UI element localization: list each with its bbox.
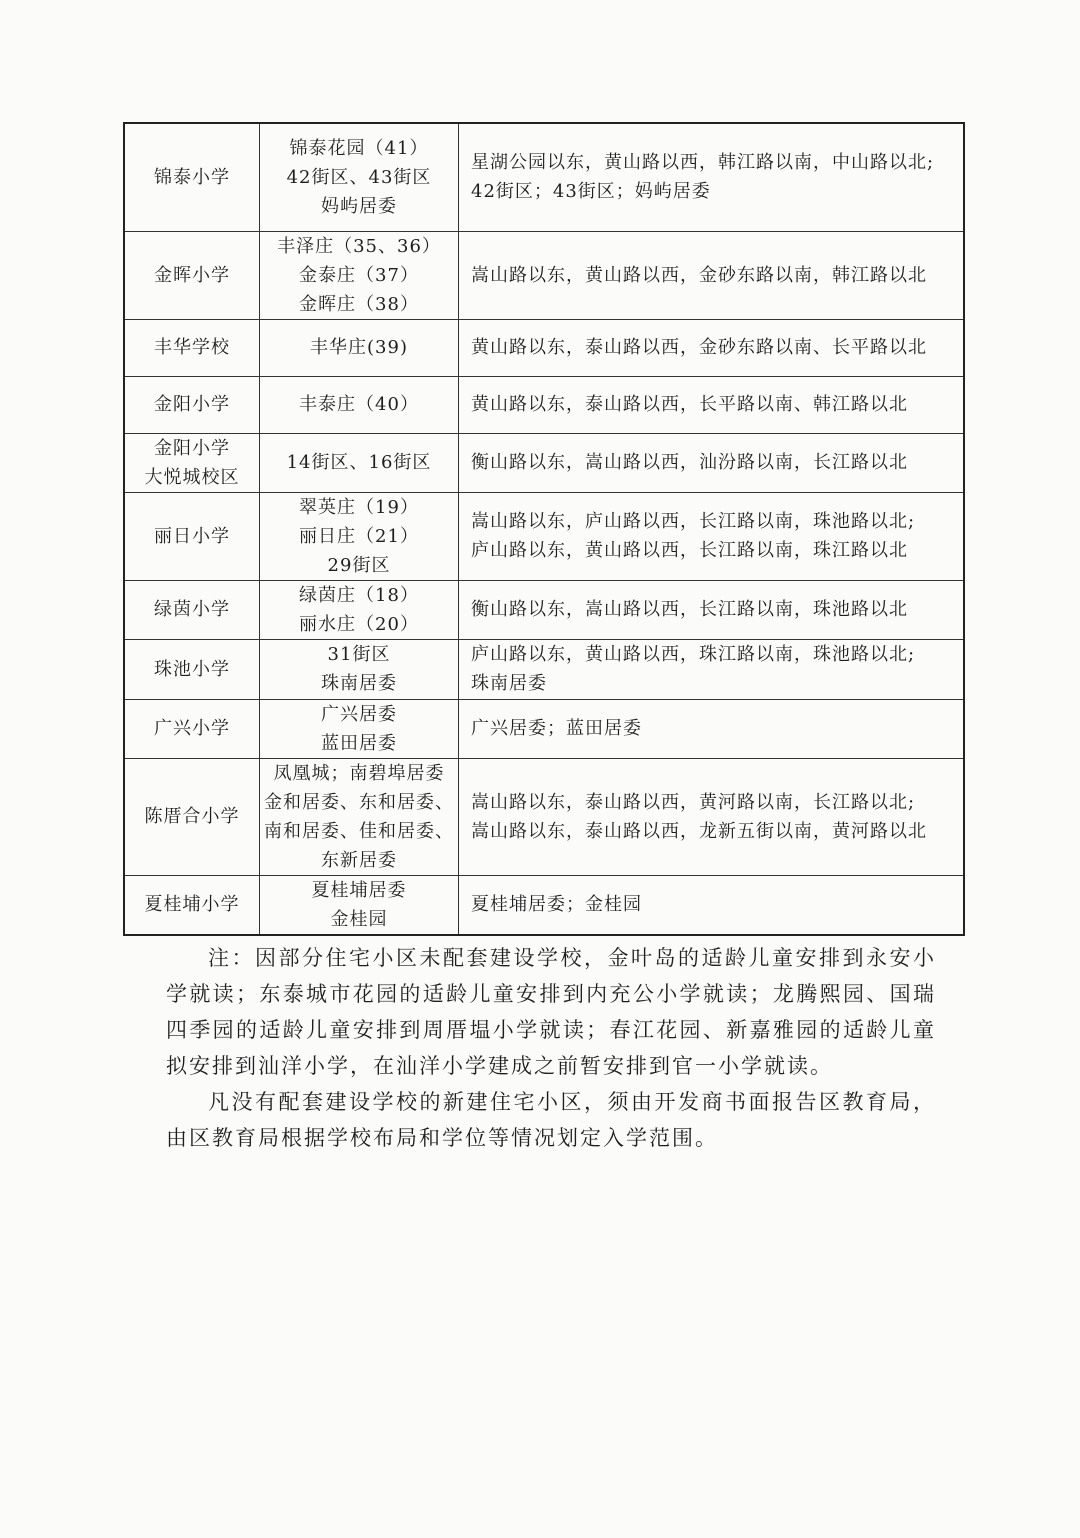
enrollment-range-cell — [459, 319, 965, 376]
community-cell — [260, 492, 459, 580]
cell-line: 珠池小学 — [154, 658, 230, 680]
enrollment-range-cell — [459, 580, 965, 639]
cell-line: 金晖小学 — [154, 264, 230, 286]
cell-line: 庐山路以东，黄山路以西，长江路以南，珠江路以北 — [471, 540, 908, 561]
cell-line: 黄山路以东，泰山路以西，金砂东路以南、长平路以北 — [471, 337, 927, 358]
cell-line: 31街区 — [327, 644, 391, 665]
cell-line: 丰泽庄（35、36） — [277, 235, 441, 257]
cell-line: 嵩山路以东，泰山路以西，龙新五街以南，黄河路以北 — [471, 820, 927, 842]
cell-line: 夏桂埔居委 — [311, 879, 407, 901]
notes-section — [166, 940, 936, 1156]
table-row — [124, 639, 964, 699]
table-row — [124, 433, 964, 492]
school-name-cell — [124, 376, 260, 433]
community-cell — [260, 123, 459, 231]
cell-line: 金阳小学 — [154, 437, 230, 459]
enrollment-range-cell — [459, 639, 965, 699]
cell-line: 广兴居委；蓝田居委 — [471, 718, 642, 739]
enrollment-range-cell — [459, 875, 965, 935]
community-cell — [260, 699, 459, 758]
school-name-cell — [124, 231, 260, 319]
school-name-cell — [124, 123, 260, 231]
community-cell — [260, 231, 459, 319]
cell-line: 金晖庄（38） — [299, 293, 419, 315]
cell-line: 金阳小学 — [154, 394, 230, 415]
cell-line: 庐山路以东，黄山路以西，珠江路以南，珠池路以北; — [471, 644, 916, 665]
cell-line: 嵩山路以东，泰山路以西，黄河路以南，长江路以北; — [471, 791, 916, 813]
note-paragraph: 凡没有配套建设学校的新建住宅小区，须由开发商书面报告区教育局，由区教育局根据学校布局和学位等情况划定入学范围。 — [166, 1090, 936, 1150]
table-row — [124, 231, 964, 319]
table-row — [124, 758, 964, 875]
cell-line: 南和居委、佳和居委、 — [264, 820, 454, 842]
cell-line: 星湖公园以东，黄山路以西，韩江路以南，中山路以北; — [471, 152, 935, 174]
table-row — [124, 319, 964, 376]
school-name-cell — [124, 758, 260, 875]
enrollment-range-cell — [459, 231, 965, 319]
table-row — [124, 376, 964, 433]
cell-line: 丰华庄(39) — [310, 337, 408, 358]
school-name-cell — [124, 433, 260, 492]
cell-line: 14街区、16街区 — [286, 452, 432, 473]
cell-line: 珠南居委 — [321, 673, 397, 694]
cell-line: 绿茵小学 — [154, 599, 230, 620]
community-cell — [260, 580, 459, 639]
cell-line: 黄山路以东，泰山路以西，长平路以南、韩江路以北 — [471, 394, 908, 415]
cell-line: 金桂园 — [330, 908, 388, 930]
enrollment-range-cell — [459, 376, 965, 433]
table-row — [124, 580, 964, 639]
cell-line: 蓝田居委 — [321, 732, 397, 754]
school-name-cell — [124, 580, 260, 639]
cell-line: 妈屿居委 — [321, 195, 397, 217]
table-row — [124, 875, 964, 935]
cell-line: 夏桂埔居委；金桂园 — [471, 894, 642, 916]
enrollment-range-cell — [459, 758, 965, 875]
cell-line: 丽日小学 — [154, 525, 230, 547]
enrollment-range-cell — [459, 123, 965, 231]
table-row — [124, 123, 964, 231]
table-row — [124, 699, 964, 758]
cell-line: 金和居委、东和居委、 — [264, 791, 454, 813]
community-cell — [260, 639, 459, 699]
community-cell — [260, 875, 459, 935]
school-name-cell — [124, 319, 260, 376]
community-cell — [260, 319, 459, 376]
cell-line: 大悦城校区 — [144, 466, 240, 488]
school-name-cell — [124, 699, 260, 758]
enrollment-range-cell — [459, 433, 965, 492]
cell-line: 广兴居委 — [321, 703, 397, 725]
community-cell — [260, 758, 459, 875]
community-cell — [260, 376, 459, 433]
enrollment-range-cell — [459, 699, 965, 758]
cell-line: 嵩山路以东，黄山路以西，金砂东路以南，韩江路以北 — [471, 264, 927, 286]
cell-line: 42街区；43街区；妈屿居委 — [471, 181, 711, 203]
school-name-cell — [124, 639, 260, 699]
cell-line: 丰华学校 — [154, 337, 230, 358]
cell-line: 东新居委 — [321, 849, 397, 871]
school-name-cell — [124, 492, 260, 580]
note-paragraph: 注：因部分住宅小区未配套建设学校，金叶岛的适龄儿童安排到永安小学就读；东泰城市花园的适龄儿童安排到内充公小学就读；龙腾熙园、国瑞四季园的适龄儿童安排到周厝塭小学就读；春江花园、新嘉雅园的适龄儿童拟安排到汕洋小学，在汕洋小学建成之前暂安排到官一小学就读。 — [166, 946, 936, 1078]
cell-line: 陈厝合小学 — [144, 806, 240, 827]
cell-line: 金泰庄（37） — [299, 264, 419, 286]
cell-line: 翠英庄（19） — [299, 496, 419, 518]
school-name-cell — [124, 875, 260, 935]
cell-line: 锦泰花园（41） — [289, 137, 429, 159]
cell-line: 夏桂埔小学 — [144, 894, 240, 916]
cell-line: 珠南居委 — [471, 673, 547, 694]
enrollment-range-cell — [459, 492, 965, 580]
cell-line: 29街区 — [327, 554, 391, 576]
cell-line: 绿茵庄（18） — [299, 584, 419, 606]
table-row — [124, 492, 964, 580]
cell-line: 凤凰城；南碧埠居委 — [273, 762, 445, 784]
cell-line: 锦泰小学 — [154, 166, 230, 188]
cell-line: 广兴小学 — [154, 718, 230, 739]
community-cell — [260, 433, 459, 492]
cell-line: 衡山路以东，嵩山路以西，汕汾路以南，长江路以北 — [471, 452, 908, 473]
cell-line: 丽日庄（21） — [299, 525, 419, 547]
cell-line: 嵩山路以东，庐山路以西，长江路以南，珠池路以北; — [471, 511, 916, 532]
cell-line: 丰泰庄（40） — [299, 394, 419, 415]
cell-line: 丽水庄（20） — [299, 613, 419, 635]
cell-line: 衡山路以东，嵩山路以西，长江路以南，珠池路以北 — [471, 599, 908, 620]
school-zone-table — [123, 122, 965, 936]
cell-line: 42街区、43街区 — [286, 166, 432, 188]
